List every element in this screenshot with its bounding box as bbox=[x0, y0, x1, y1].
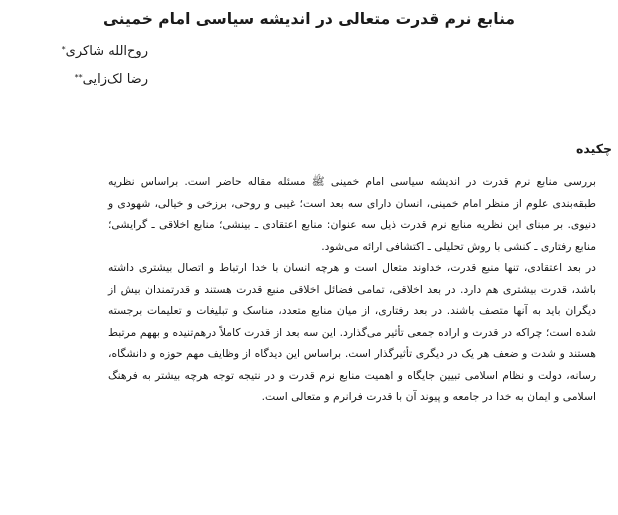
author-name: روح‌الله شاکری bbox=[65, 44, 148, 59]
abstract-body bbox=[108, 171, 596, 408]
author-footnote-mark: ** bbox=[74, 73, 83, 82]
author-1 bbox=[62, 42, 148, 62]
author-footnote-mark: * bbox=[61, 45, 66, 54]
abstract-paragraph-1: بررسی منابع نرم قدرت در اندیشه سیاسی امام خمینی ﷺ مسئله مقاله حاضر است. براساس نظریه طبقه‌بندی علوم از منظر امام خمینی، انسان دارای سه بعد است؛ غیبی و روحی، برزخی و خیالی، شهودی و دنیوی. بر مبنای این نظریه منابع نرم قدرت ذیل سه عنوان: منابع اعتقادی ـ بینشی؛ منابع اخلاقی ـ گرایشی؛ منابع رفتاری ـ کنشی با روش تحلیلی ـ اکتشافی ارائه می‌شود. bbox=[108, 175, 596, 253]
abstract-paragraph-2: در بعد اعتقادی، تنها منبع قدرت، خداوند متعال است و هرچه انسان با خدا ارتباط و اتصال بیشتری داشته باشد، قدرت بیشتری هم دارد. در بعد اخلاقی، تمامی فضائل اخلاقی منبع قدرت هستند و قدرتمندان بیش از دیگران باید به آنها متصف باشند. در بعد رفتاری، از میان منابع متعدد، مناسک و تبلیغات و تعلیمات برجسته شده است؛ چراکه در قدرت و اراده جمعی تأثیر می‌گذارد. این سه بعد از قدرت کاملاً درهم‌تنیده و بههم مرتبط هستند و شدت و ضعف هر یک در دیگری تأثیرگذار است. براساس این دیدگاه از وظایف مهم حوزه و دانشگاه، رسانه، دولت و نظام اسلامی تبیین جایگاه و اهمیت منابع نرم قدرت و در نتیجه توجه هرچه بیشتر به فرهنگ اسلامی و ایمان به خدا در جامعه و پیوند آن با قدرت فرانرم و متعالی است. bbox=[108, 261, 596, 403]
abstract-heading: چکیده bbox=[576, 141, 612, 156]
author-name: رضا لک‌زایی bbox=[82, 72, 148, 87]
paper-title: منابع نرم قدرت متعالی در اندیشه سیاسی امام خمینی bbox=[103, 10, 515, 28]
author-2 bbox=[75, 70, 148, 90]
